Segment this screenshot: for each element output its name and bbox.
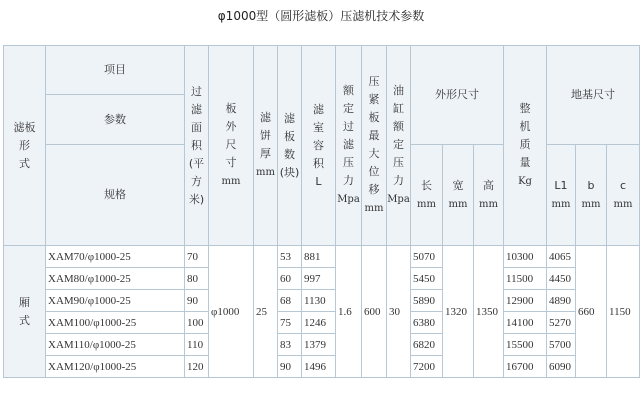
table-row [4, 334, 640, 356]
header-row-1 [4, 46, 640, 95]
volume-cell: 1496 [302, 356, 336, 378]
header-param: 参数 [46, 95, 185, 145]
model-cell: XAM110/φ1000-25 [46, 334, 185, 356]
weight-cell: 14100 [504, 312, 547, 334]
header-plate-form: 滤板 形 式 [4, 46, 46, 246]
area-cell: 110 [185, 334, 209, 356]
weight-cell: 15500 [504, 334, 547, 356]
l1-cell: 6090 [547, 356, 576, 378]
model-cell: XAM80/φ1000-25 [46, 268, 185, 290]
model-cell: XAM120/φ1000-25 [46, 356, 185, 378]
length-cell: 6820 [411, 334, 443, 356]
area-cell: 90 [185, 290, 209, 312]
volume-cell: 1246 [302, 312, 336, 334]
page-title: φ1000型（圆形滤板）压滤机技术参数 [217, 9, 425, 23]
weight-cell: 12900 [504, 290, 547, 312]
table-row [4, 356, 640, 378]
header-overall-dimensions: 外形尺寸 [411, 46, 504, 145]
l1-cell: 4890 [547, 290, 576, 312]
volume-cell: 1379 [302, 334, 336, 356]
area-cell: 70 [185, 246, 209, 268]
header-c: c mm [607, 145, 640, 246]
header-plate-count: 滤 板 数 (块) [278, 46, 302, 246]
plates-cell: 90 [278, 356, 302, 378]
header-l1: L1 mm [547, 145, 576, 246]
header-plate-size: 板 外 尺 寸 mm [209, 46, 254, 246]
header-item: 项目 [46, 46, 185, 95]
header-filter-area: 过 滤 面 积 (平 方 米) [185, 46, 209, 246]
table-row [4, 268, 640, 290]
table-row [4, 246, 640, 268]
cake-cell: 25 [254, 246, 278, 378]
plates-cell: 60 [278, 268, 302, 290]
length-cell: 6380 [411, 312, 443, 334]
plates-cell: 83 [278, 334, 302, 356]
plate-size-cell: φ1000 [209, 246, 254, 378]
length-cell: 5450 [411, 268, 443, 290]
weight-cell: 16700 [504, 356, 547, 378]
plates-cell: 75 [278, 312, 302, 334]
length-cell: 7200 [411, 356, 443, 378]
stroke-cell: 600 [362, 246, 387, 378]
l1-cell: 4450 [547, 268, 576, 290]
spec-table [3, 45, 640, 378]
area-cell: 100 [185, 312, 209, 334]
volume-cell: 881 [302, 246, 336, 268]
length-cell: 5070 [411, 246, 443, 268]
header-b: b mm [576, 145, 607, 246]
header-spec: 规格 [46, 145, 185, 246]
model-cell: XAM100/φ1000-25 [46, 312, 185, 334]
body-plate-form: 厢 式 [4, 246, 46, 378]
header-filtration-pressure: 额 定 过 滤 压 力 Mpa [336, 46, 362, 246]
l1-cell: 4065 [547, 246, 576, 268]
plates-cell: 68 [278, 290, 302, 312]
c-cell: 1150 [607, 246, 640, 378]
oil-pressure-cell: 30 [387, 246, 411, 378]
plates-cell: 53 [278, 246, 302, 268]
table-row [4, 290, 640, 312]
header-weight: 整 机 质 量 Kg [504, 46, 547, 246]
header-height: 高 mm [474, 145, 504, 246]
filtration-pressure-cell: 1.6 [336, 246, 362, 378]
width-cell: 1320 [443, 246, 474, 378]
header-oil-pressure: 油 缸 额 定 压 力 Mpa [387, 46, 411, 246]
volume-cell: 997 [302, 268, 336, 290]
model-cell: XAM70/φ1000-25 [46, 246, 185, 268]
header-cake-thickness: 滤 饼 厚 mm [254, 46, 278, 246]
header-width: 宽 mm [443, 145, 474, 246]
length-cell: 5890 [411, 290, 443, 312]
weight-cell: 11500 [504, 268, 547, 290]
header-foundation: 地基尺寸 [547, 46, 640, 145]
model-cell: XAM90/φ1000-25 [46, 290, 185, 312]
l1-cell: 5270 [547, 312, 576, 334]
header-length: 长 mm [411, 145, 443, 246]
area-cell: 80 [185, 268, 209, 290]
header-max-stroke: 压 紧 板 最 大 位 移 mm [362, 46, 387, 246]
table-row [4, 312, 640, 334]
height-cell: 1350 [474, 246, 504, 378]
l1-cell: 5700 [547, 334, 576, 356]
header-chamber-volume: 滤 室 容 积 L [302, 46, 336, 246]
weight-cell: 10300 [504, 246, 547, 268]
volume-cell: 1130 [302, 290, 336, 312]
b-cell: 660 [576, 246, 607, 378]
area-cell: 120 [185, 356, 209, 378]
